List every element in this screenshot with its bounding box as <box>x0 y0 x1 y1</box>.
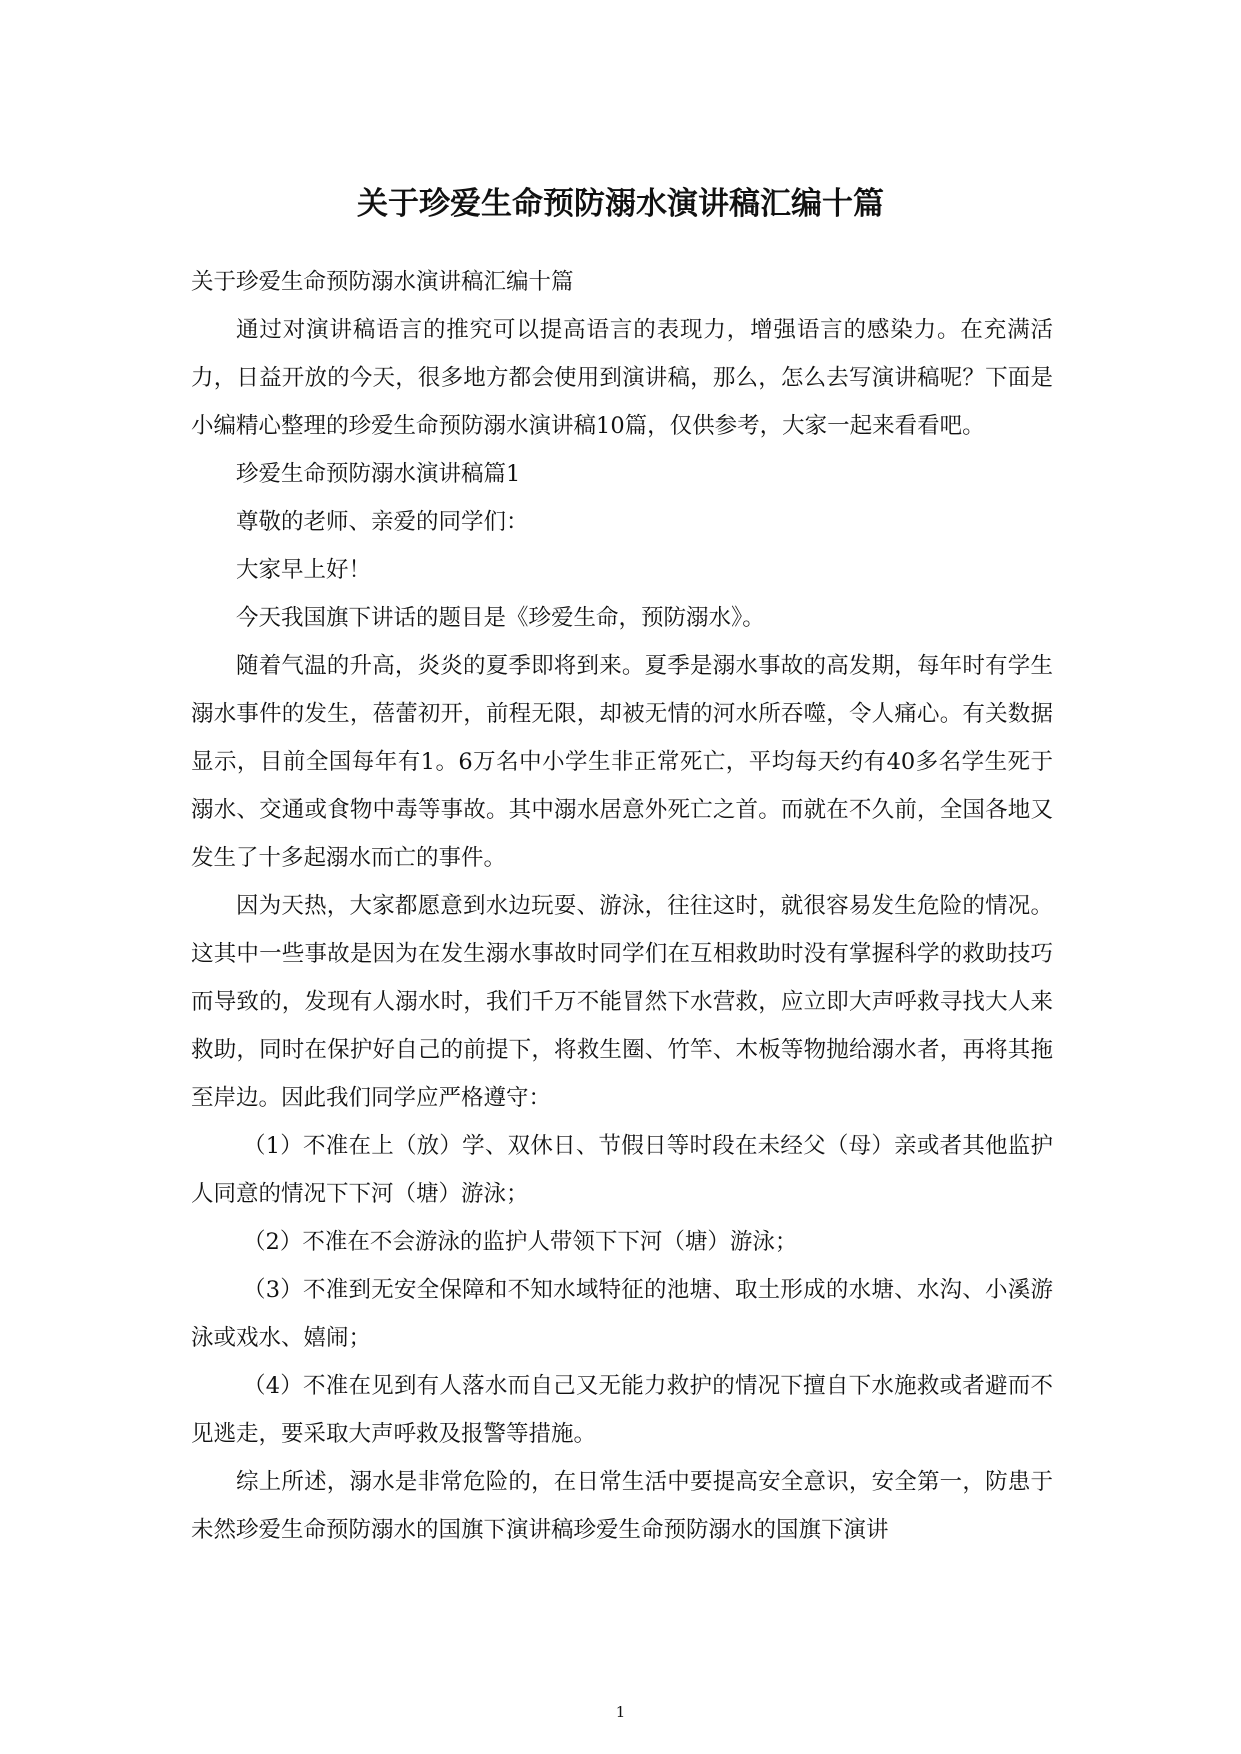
rule-list-item: （4）不准在见到有人落水而自己又无能力救护的情况下擅自下水施救或者避而不见逃走，要采取大声呼救及报警等措施。 <box>191 1373 1053 1447</box>
topic-paragraph: 今天我国旗下讲话的题目是《珍爱生命，预防溺水》。 <box>236 605 765 631</box>
body-paragraph: 因为天热，大家都愿意到水边玩耍、游泳，往往这时，就很容易发生危险的情况。这其中一些事故是因为在发生溺水事故时同学们在互相救助时没有掌握科学的救助技巧而导致的，发现有人溺水时，我们千万不能冒然下水营救，应立即大声呼救寻找大人来救助，同时在保护好自己的前提下，将救生圈、竹竿、木板等物抛给溺水者，再将其拖至岸边。因此我们同学应严格遵守： <box>191 893 1053 1111</box>
rule-list-item: （3）不准到无安全保障和不知水域特征的池塘、取土形成的水塘、水沟、小溪游泳或戏水、嬉闹； <box>191 1277 1053 1351</box>
subtitle-paragraph: 关于珍爱生命预防溺水演讲稿汇编十篇 <box>191 269 574 295</box>
section-heading: 珍爱生命预防溺水演讲稿篇1 <box>236 461 521 487</box>
body-paragraph: 随着气温的升高，炎炎的夏季即将到来。夏季是溺水事故的高发期，每年时有学生溺水事件的发生，蓓蕾初开，前程无限，却被无情的河水所吞噬，令人痛心。有关数据显示，目前全国每年有1。6万名中小学生非正常死亡，平均每天约有40多名学生死于溺水、交通或食物中毒等事故。其中溺水居意外死亡之首。而就在不久前，全国各地又发生了十多起溺水而亡的事件。 <box>191 653 1053 871</box>
intro-paragraph: 通过对演讲稿语言的推究可以提高语言的表现力，增强语言的感染力。在充满活力，日益开放的今天，很多地方都会使用到演讲稿，那么，怎么去写演讲稿呢？下面是小编精心整理的珍爱生命预防溺水演讲稿10篇，仅供参考，大家一起来看看吧。 <box>191 317 1053 439</box>
document-title: 关于珍爱生命预防溺水演讲稿汇编十篇 <box>357 186 884 222</box>
conclusion-paragraph: 综上所述，溺水是非常危险的，在日常生活中要提高安全意识，安全第一，防患于未然珍爱生命预防溺水的国旗下演讲稿珍爱生命预防溺水的国旗下演讲 <box>191 1469 1053 1543</box>
greeting-paragraph: 大家早上好！ <box>236 557 372 583</box>
salutation-paragraph: 尊敬的老师、亲爱的同学们： <box>236 509 529 535</box>
rule-list-item: （1）不准在上（放）学、双休日、节假日等时段在未经父（母）亲或者其他监护人同意的情况下下河（塘）游泳； <box>191 1133 1053 1207</box>
page-number: 1 <box>615 1703 626 1721</box>
rule-list-item: （2）不准在不会游泳的监护人带领下下河（塘）游泳； <box>243 1229 798 1255</box>
document-body <box>191 258 1053 1554</box>
